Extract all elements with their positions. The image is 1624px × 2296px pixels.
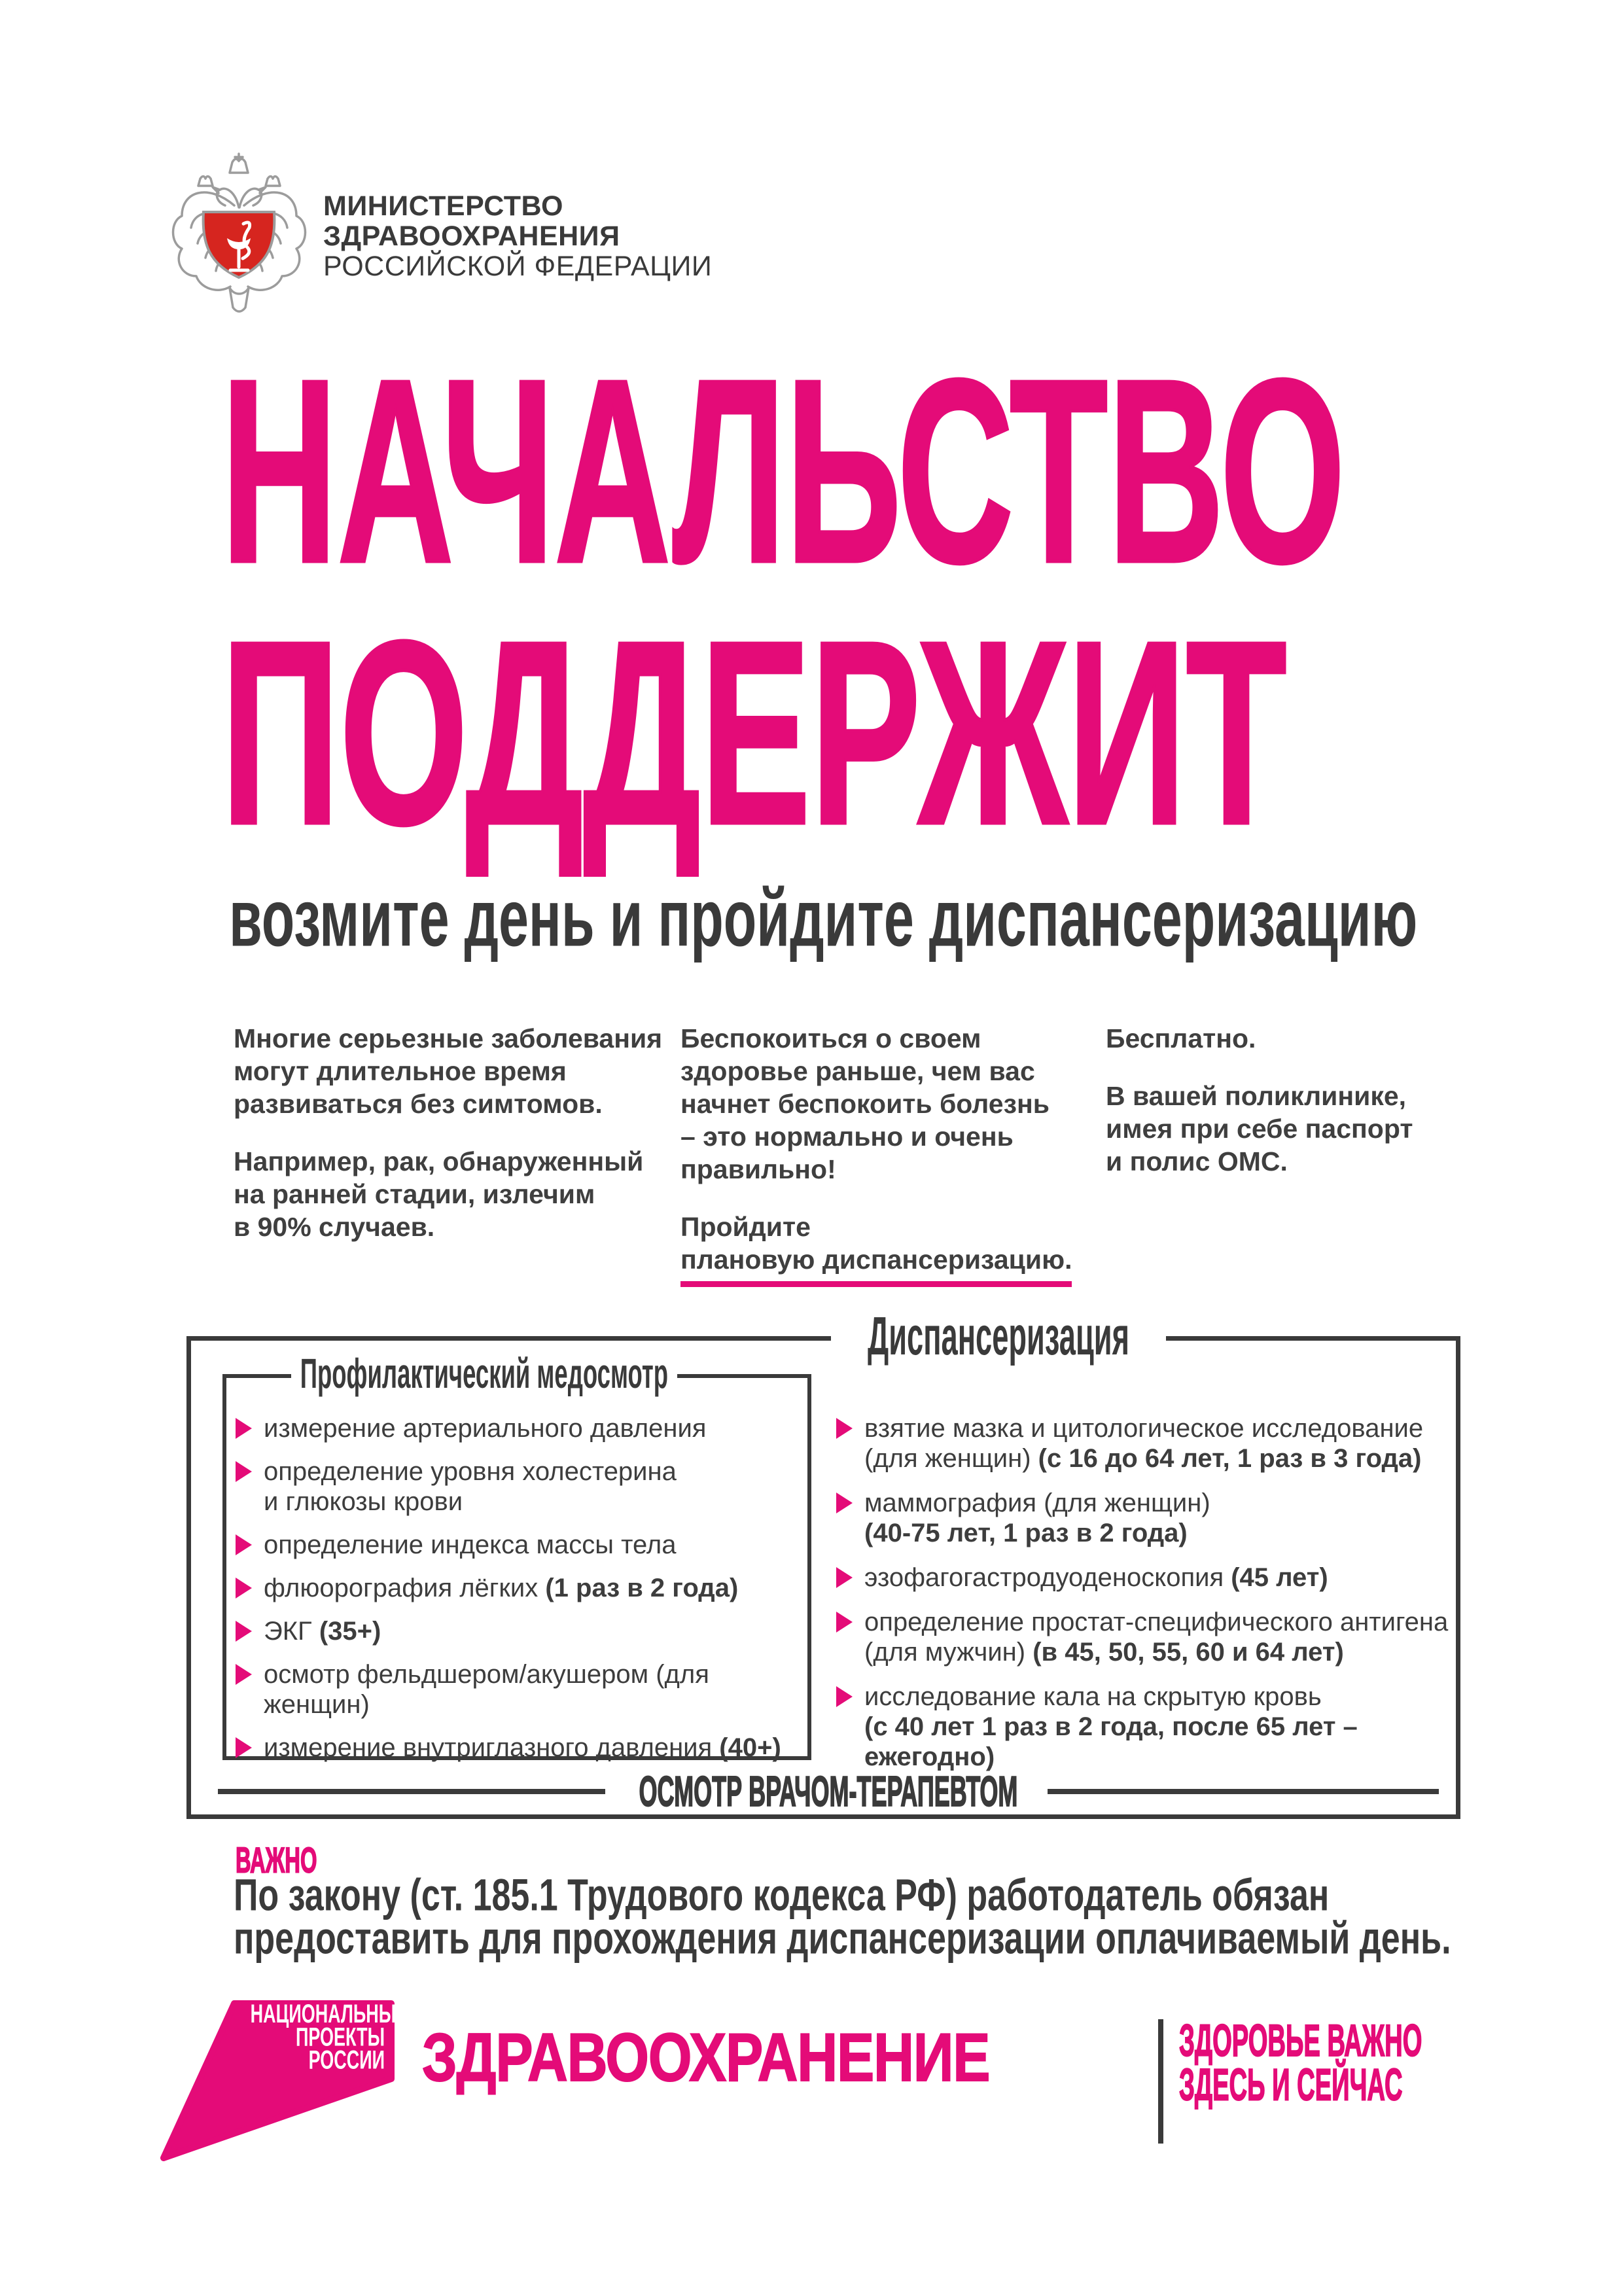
list-item [836,1563,1458,1593]
bullet-triangle-icon [236,1534,252,1555]
med-exam-box-label: Профилактический медосмотр [291,1343,677,1405]
ministry-name-line3: РОССИЙСКОЙ ФЕДЕРАЦИИ [323,251,713,282]
dispensary-list [836,1413,1458,1772]
important-label: ВАЖНО [236,1840,317,1881]
list-item [836,1682,1458,1772]
intro-col1-paragraph2: Например, рак, обнаруженный на ранней стадии, излечим в 90% случаев. [234,1146,644,1242]
intro-col2-cta [680,1210,1099,1287]
intro-col3-paragraph2: В вашей поликлинике, имея при себе паспорт и полис ОМС. [1106,1081,1413,1176]
intro-column-1 [234,1022,679,1243]
dispensary-box-label: Диспансеризация [831,1302,1166,1370]
list-item [836,1413,1458,1474]
list-item [236,1573,792,1603]
poster-title-line1: НАЧАЛЬСТВО [221,325,1346,617]
poster-subtitle: возмите день и пройдите диспансеризацию [229,874,1418,964]
cta-line2-underlined: плановую диспансеризацию. [680,1243,1072,1287]
footer-divider [1158,2019,1163,2144]
list-item [236,1457,792,1517]
bullet-triangle-icon [236,1737,252,1758]
cta-line1: Пройдите [680,1212,811,1242]
intro-col2-paragraph1: Беспокоиться о своем здоровье раньше, чем вас начнет беспокоить болезнь – это нормально и очень правильно! [680,1023,1050,1184]
bullet-triangle-icon [836,1686,853,1707]
therapist-line-right [1048,1789,1439,1794]
intro-column-2 [680,1022,1099,1287]
important-text: По закону (ст. 185.1 Трудового кодекса РФ) работодатель обязан предоставить для прохождения диспансеризации оплачиваемый день. [234,1870,1451,1964]
list-item-text: исследование кала на скрытую кровь (с 40 лет 1 раз в 2 года, после 65 лет – ежегодно) [864,1682,1358,1771]
ministry-emblem-icon [162,145,316,332]
list-item [236,1616,792,1646]
bullet-triangle-icon [836,1492,853,1513]
list-item-text: осмотр фельдшером/акушером (для женщин) [264,1660,709,1719]
footer-slogan: ЗДОРОВЬЕ ВАЖНО ЗДЕСЬ И СЕЙЧАС [1179,2015,1422,2111]
list-item [236,1413,792,1443]
list-item-text: измерение внутриглазного давления (40+) [264,1733,781,1762]
bullet-triangle-icon [236,1418,252,1439]
poster-title-line2: ПОДДЕРЖИТ [221,586,1287,879]
intro-col3-paragraph1: Бесплатно. [1106,1023,1256,1053]
list-item-text: флюорография лёгких (1 раз в 2 года) [264,1574,739,1602]
list-item [836,1607,1458,1667]
intro-column-3 [1106,1022,1453,1178]
bullet-triangle-icon [236,1621,252,1642]
list-item-text: маммография (для женщин) (40-75 лет, 1 раз в 2 года) [864,1489,1210,1547]
therapist-label: ОСМОТР ВРАЧОМ-ТЕРАПЕВТОМ [639,1767,1018,1816]
bullet-triangle-icon [236,1461,252,1482]
bullet-triangle-icon [236,1664,252,1685]
bullet-triangle-icon [836,1612,853,1633]
list-item-text: определение простат-специфического антигена (для мужчин) (в 45, 50, 55, 60 и 64 лет) [864,1608,1449,1667]
program-name: ЗДРАВООХРАНЕНИЕ [422,2019,990,2095]
list-item-text: ЭКГ (35+) [264,1617,381,1646]
med-exam-list [236,1413,792,1763]
list-item-text: измерение артериального давления [264,1414,707,1443]
list-item [236,1733,792,1763]
bullet-triangle-icon [836,1567,853,1588]
intro-col1-paragraph1: Многие серьезные заболевания могут длительное время развиваться без симтомов. [234,1023,663,1119]
list-item-text: взятие мазка и цитологическое исследование (для женщин) (с 16 до 64 лет, 1 раз в 3 года) [864,1414,1424,1473]
list-item [236,1530,792,1560]
list-item-text: эзофагогастродуоденоскопия (45 лет) [864,1563,1328,1592]
therapist-line-left [218,1789,605,1794]
bullet-triangle-icon [236,1578,252,1598]
list-item [836,1488,1458,1548]
ministry-name [323,191,712,281]
ministry-name-line2: ЗДРАВООХРАНЕНИЯ [323,221,620,252]
national-projects-text: НАЦИОНАЛЬНЫЕ ПРОЕКТЫ РОССИИ [250,1998,408,2075]
list-item-text: определение уровня холестерина и глюкозы крови [264,1457,677,1516]
bullet-triangle-icon [836,1418,853,1439]
list-item-text: определение индекса массы тела [264,1530,677,1559]
list-item [236,1659,792,1720]
ministry-name-line1: МИНИСТЕРСТВО [323,190,563,222]
